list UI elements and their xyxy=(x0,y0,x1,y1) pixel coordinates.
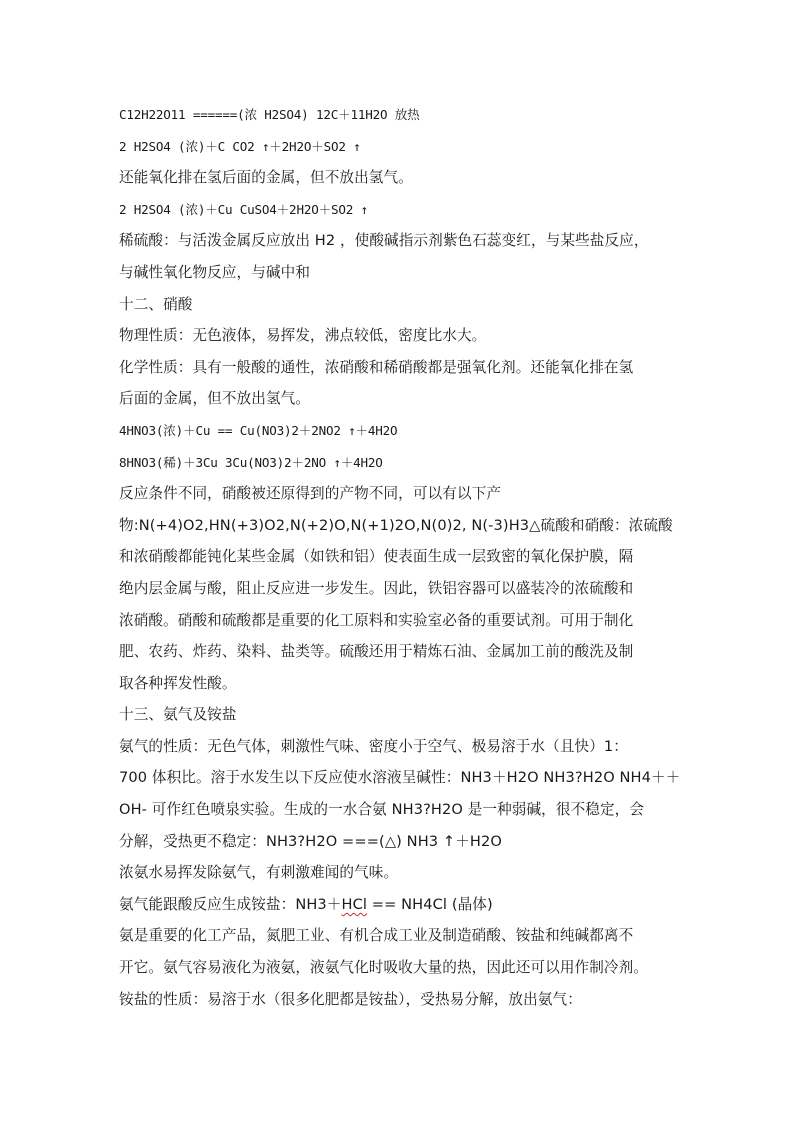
text-line: 浓硝酸。硝酸和硫酸都是重要的化工原料和实验室必备的重要试剂。可用于制化 xyxy=(119,611,634,629)
text-line: OH- 可作红色喷泉实验。生成的一水合氨 NH3?H2O 是一种弱碱，很不稳定，会 xyxy=(119,801,645,819)
spellcheck-marked-word[interactable]: HCl xyxy=(341,895,368,913)
text-line: 物:N(+4)O2,HN(+3)O2,N(+2)O,N(+1)2O,N(0)2, N(-3)H3△硫酸和硝酸：浓硫酸 xyxy=(119,516,673,534)
equation-sucrose-dehydration: C12H22O11 ======(浓 H2SO4) 12C＋11H2O 放热 xyxy=(119,107,420,122)
section-heading-ammonia: 十三、氨气及铵盐 xyxy=(119,706,237,724)
text-segment: 氨气能跟酸反应生成铵盐：NH3＋ xyxy=(119,895,342,913)
text-line: 绝内层金属与酸，阻止反应进一步发生。因此，铁铝容器可以盛装冷的浓硫酸和 xyxy=(119,579,634,597)
text-line: 化学性质：具有一般酸的通性，浓硝酸和稀硝酸都是强氧化剂。还能氧化排在氢 xyxy=(119,358,634,376)
text-line: 开它。氨气容易液化为液氨，液氨气化时吸收大量的热，因此还可以用作制冷剂。 xyxy=(119,959,648,977)
equation-dilute-nitric-copper: 8HNO3(稀)＋3Cu 3Cu(NO3)2＋2NO ↑＋4H2O xyxy=(119,454,383,470)
text-line: 还能氧化排在氢后面的金属，但不放出氢气。 xyxy=(119,169,413,187)
text-line: 取各种挥发性酸。 xyxy=(119,674,237,692)
text-line: 分解，受热更不稳定：NH3?H2O ===(△) NH3 ↑＋H2O xyxy=(119,832,502,850)
text-line: 肥、农药、炸药、染料、盐类等。硫酸还用于精炼石油、金属加工前的酸洗及制 xyxy=(119,643,634,661)
text-line: 和浓硝酸都能钝化某些金属（如铁和铝）使表面生成一层致密的氧化保护膜，隔 xyxy=(119,548,634,566)
text-line: 稀硫酸：与活泼金属反应放出 H2 ，使酸碱指示剂紫色石蕊变红，与某些盐反应， xyxy=(119,232,649,250)
text-segment: == NH4Cl (晶体) xyxy=(367,895,493,913)
equation-sulfuric-copper: 2 H2SO4 (浓)＋Cu CuSO4＋2H2O＋SO2 ↑ xyxy=(119,201,368,217)
text-line: 700 体积比。溶于水发生以下反应使水溶液呈碱性：NH3＋H2O NH3?H2O NH4＋＋ xyxy=(119,769,681,787)
equation-conc-nitric-copper: 4HNO3(浓)＋Cu == Cu(NO3)2＋2NO2 ↑＋4H2O xyxy=(119,422,398,438)
text-line: 氨气的性质：无色气体，刺激性气味、密度小于空气、极易溶于水（且快）1： xyxy=(119,737,628,755)
text-line: 铵盐的性质：易溶于水（很多化肥都是铵盐），受热易分解，放出氨气： xyxy=(119,990,582,1008)
equation-sulfuric-carbon: 2 H2SO4 (浓)＋C CO2 ↑＋2H2O＋SO2 ↑ xyxy=(119,138,361,154)
section-heading-nitric-acid: 十二、硝酸 xyxy=(119,295,193,313)
text-line: 后面的金属，但不放出氢气。 xyxy=(119,390,311,408)
text-line: 浓氨水易挥发除氨气，有刺激难闻的气味。 xyxy=(119,864,399,882)
text-line-ammonia-acid xyxy=(119,889,679,921)
text-line: 氨是重要的化工产品，氮肥工业、有机合成工业及制造硝酸、铵盐和纯碱都离不 xyxy=(119,927,634,945)
text-line: 反应条件不同，硝酸被还原得到的产物不同，可以有以下产 xyxy=(119,485,502,503)
text-line: 物理性质：无色液体，易挥发，沸点较低，密度比水大。 xyxy=(119,327,487,345)
text-line: 与碱性氧化物反应，与碱中和 xyxy=(119,263,311,281)
document-body xyxy=(119,99,679,1015)
